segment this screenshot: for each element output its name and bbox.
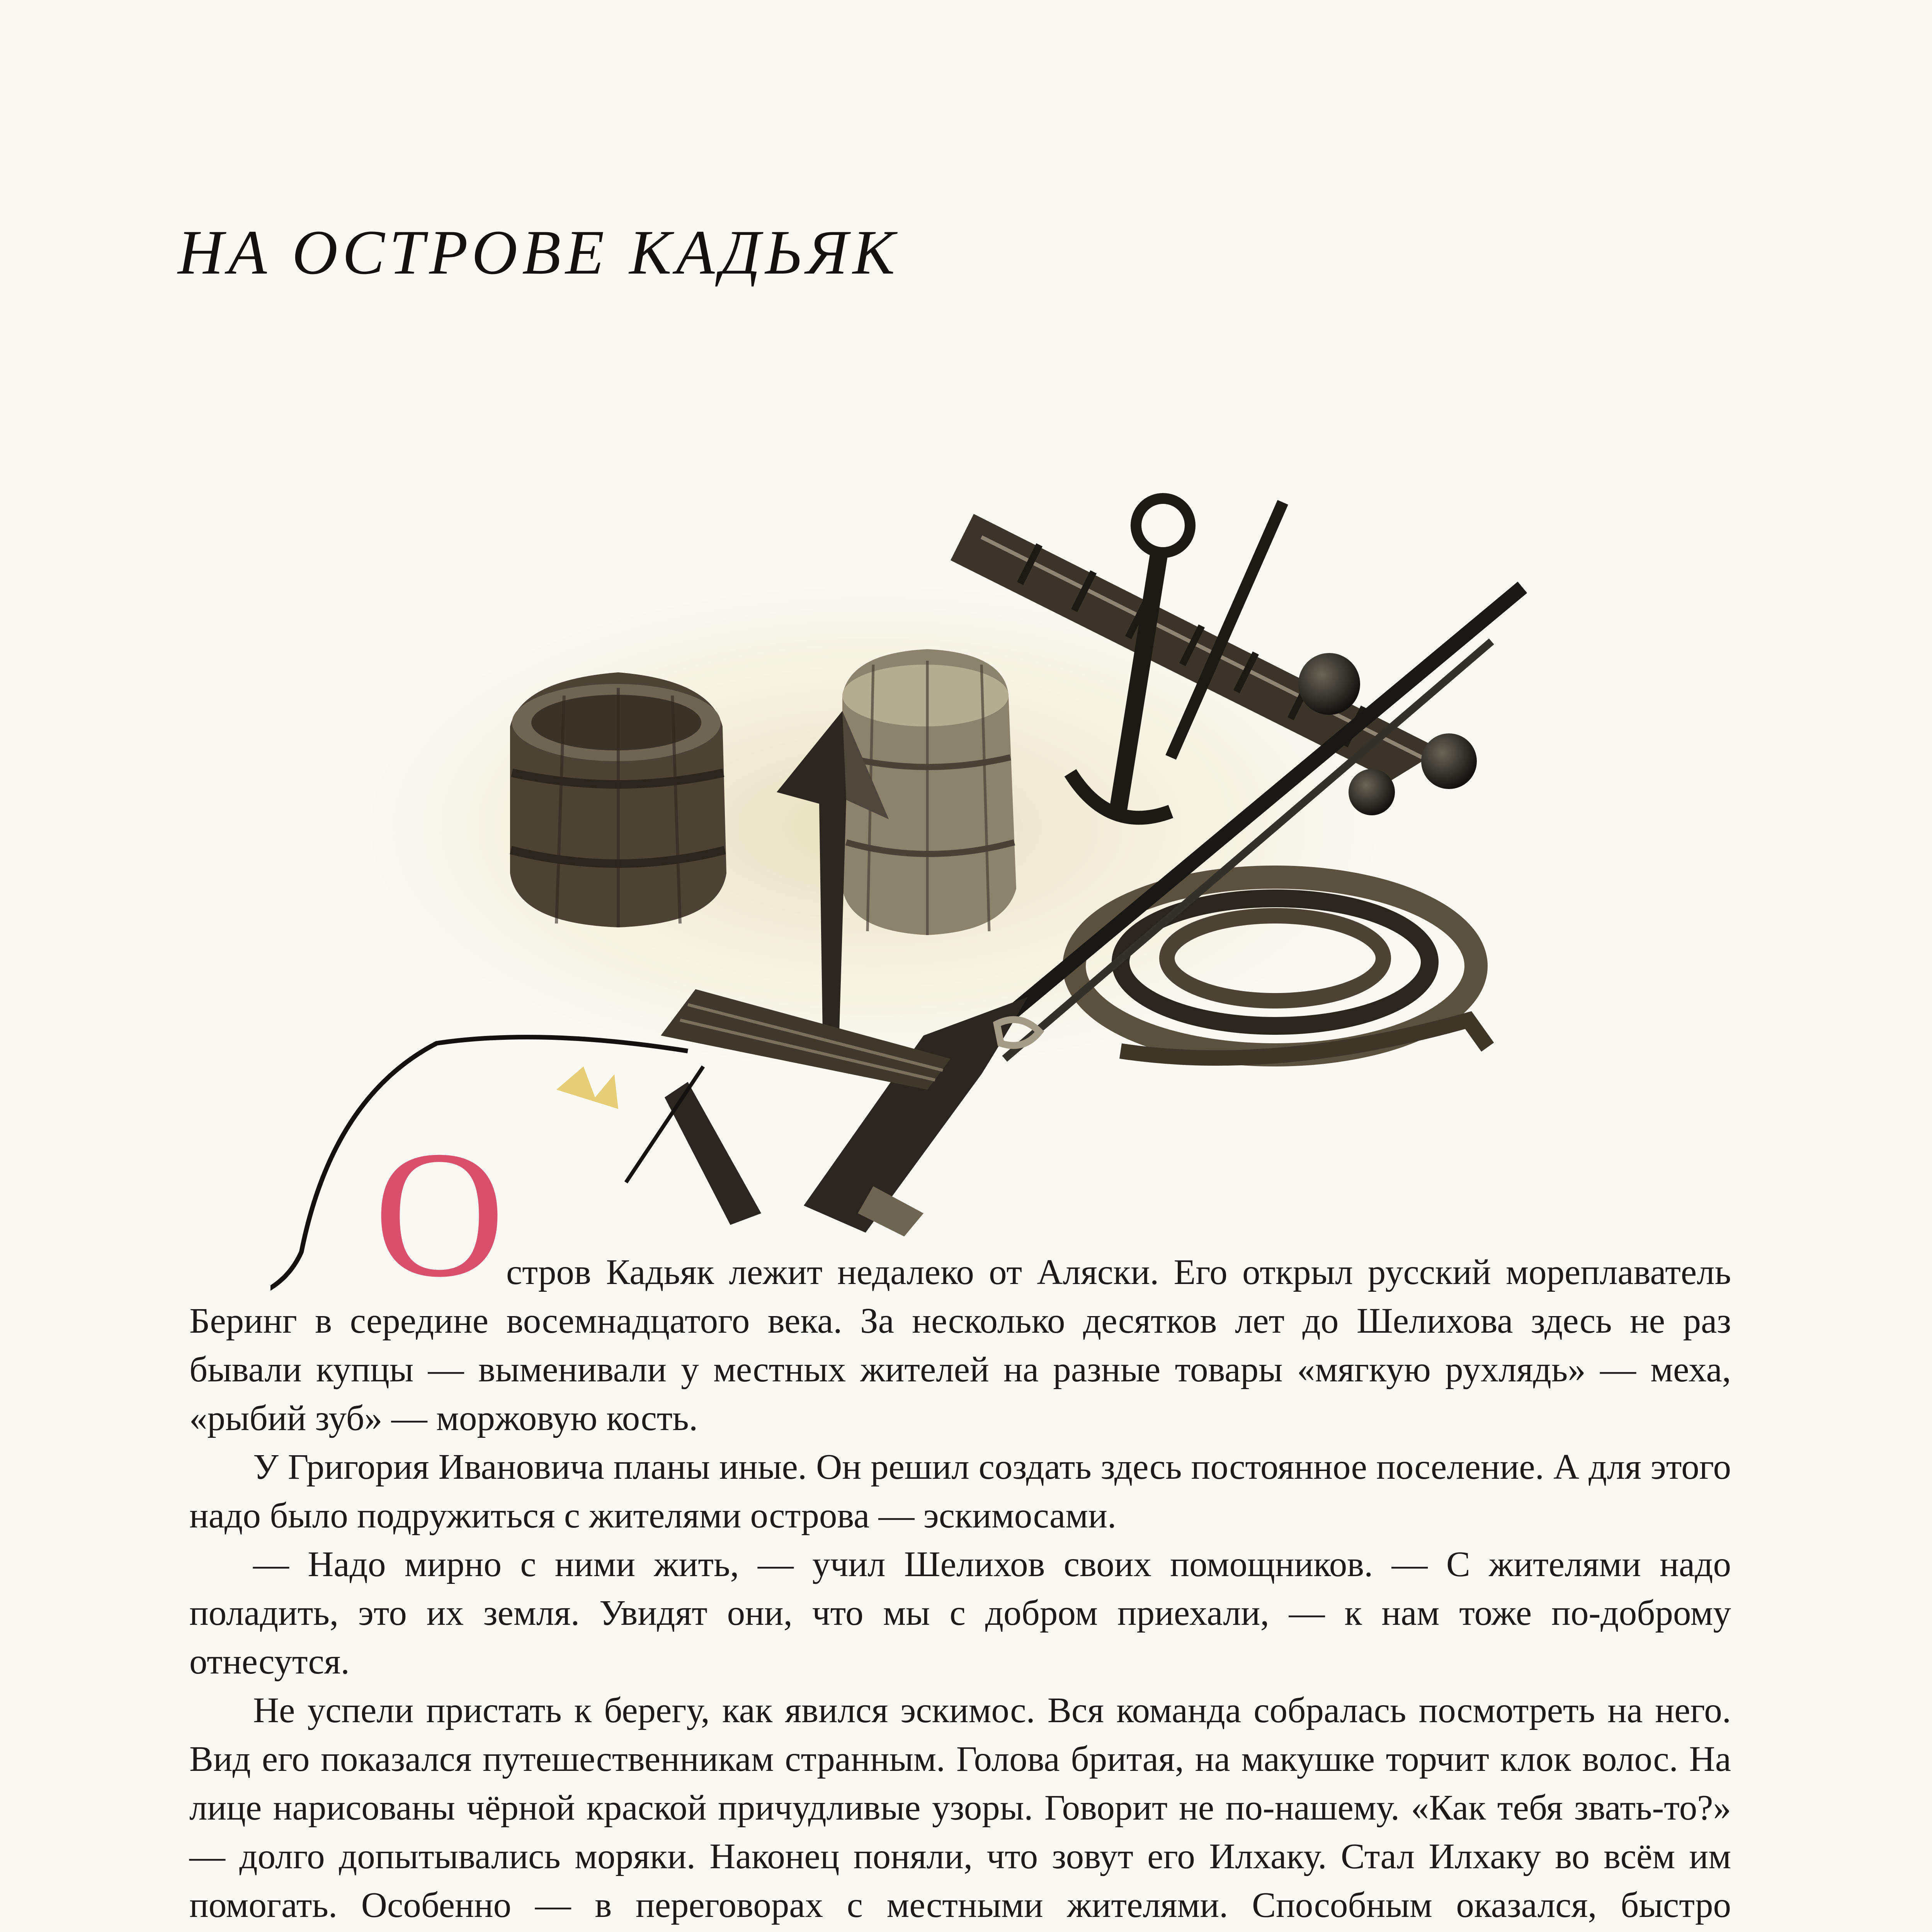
paragraph: — Надо мирно с ними жить, — учил Шелихов своих помощников. — С жителями надо поладить, это их земля. Увидят они, что мы с добром приехали, — к нам тоже по-доброму отнесутся.	[189, 1544, 1731, 1682]
drop-cap	[373, 1136, 506, 1294]
paragraph	[189, 1136, 1731, 1443]
barrel-icon	[510, 672, 726, 927]
paragraph-text: стров Кадьяк лежит недалеко от Аляски. Его открыл русский мореплаватель Беринг в середине восемнадцатого века. За несколько десятков лет до Шелихова здесь не раз бывали купцы — выменивали у местных жителей на разные товары «мягкую рухлядь» — меха, «рыбий зуб» — моржовую кость.	[189, 1252, 1731, 1438]
paragraph: У Григория Ивановича планы иные. Он решил создать здесь постоянное поселение. А для этого надо было подружиться с жителями острова — эскимосами.	[189, 1447, 1731, 1536]
body-text	[189, 1136, 1731, 1932]
paragraph: Не успели пристать к берегу, как явился эскимос. Вся команда собралась посмотреть на него. Вид его показался путешественникам странным. Голова бритая, на макушке торчит клок волос. На лице нарисованы чёрной краской причудливые узоры. Говорит не по-нашему. «Как тебя звать-то?» — долго допытывались моряки. Наконец поняли, что зовут его Илхаку. Стал Илхаку во всём им помогать. Особенно — в переговорах с местными жителями. Способным оказался, быстро	[189, 1690, 1731, 1925]
chapter-title: НА ОСТРОВЕ КАДЬЯК	[178, 218, 900, 287]
drop-cap-letter: О	[374, 1136, 505, 1294]
